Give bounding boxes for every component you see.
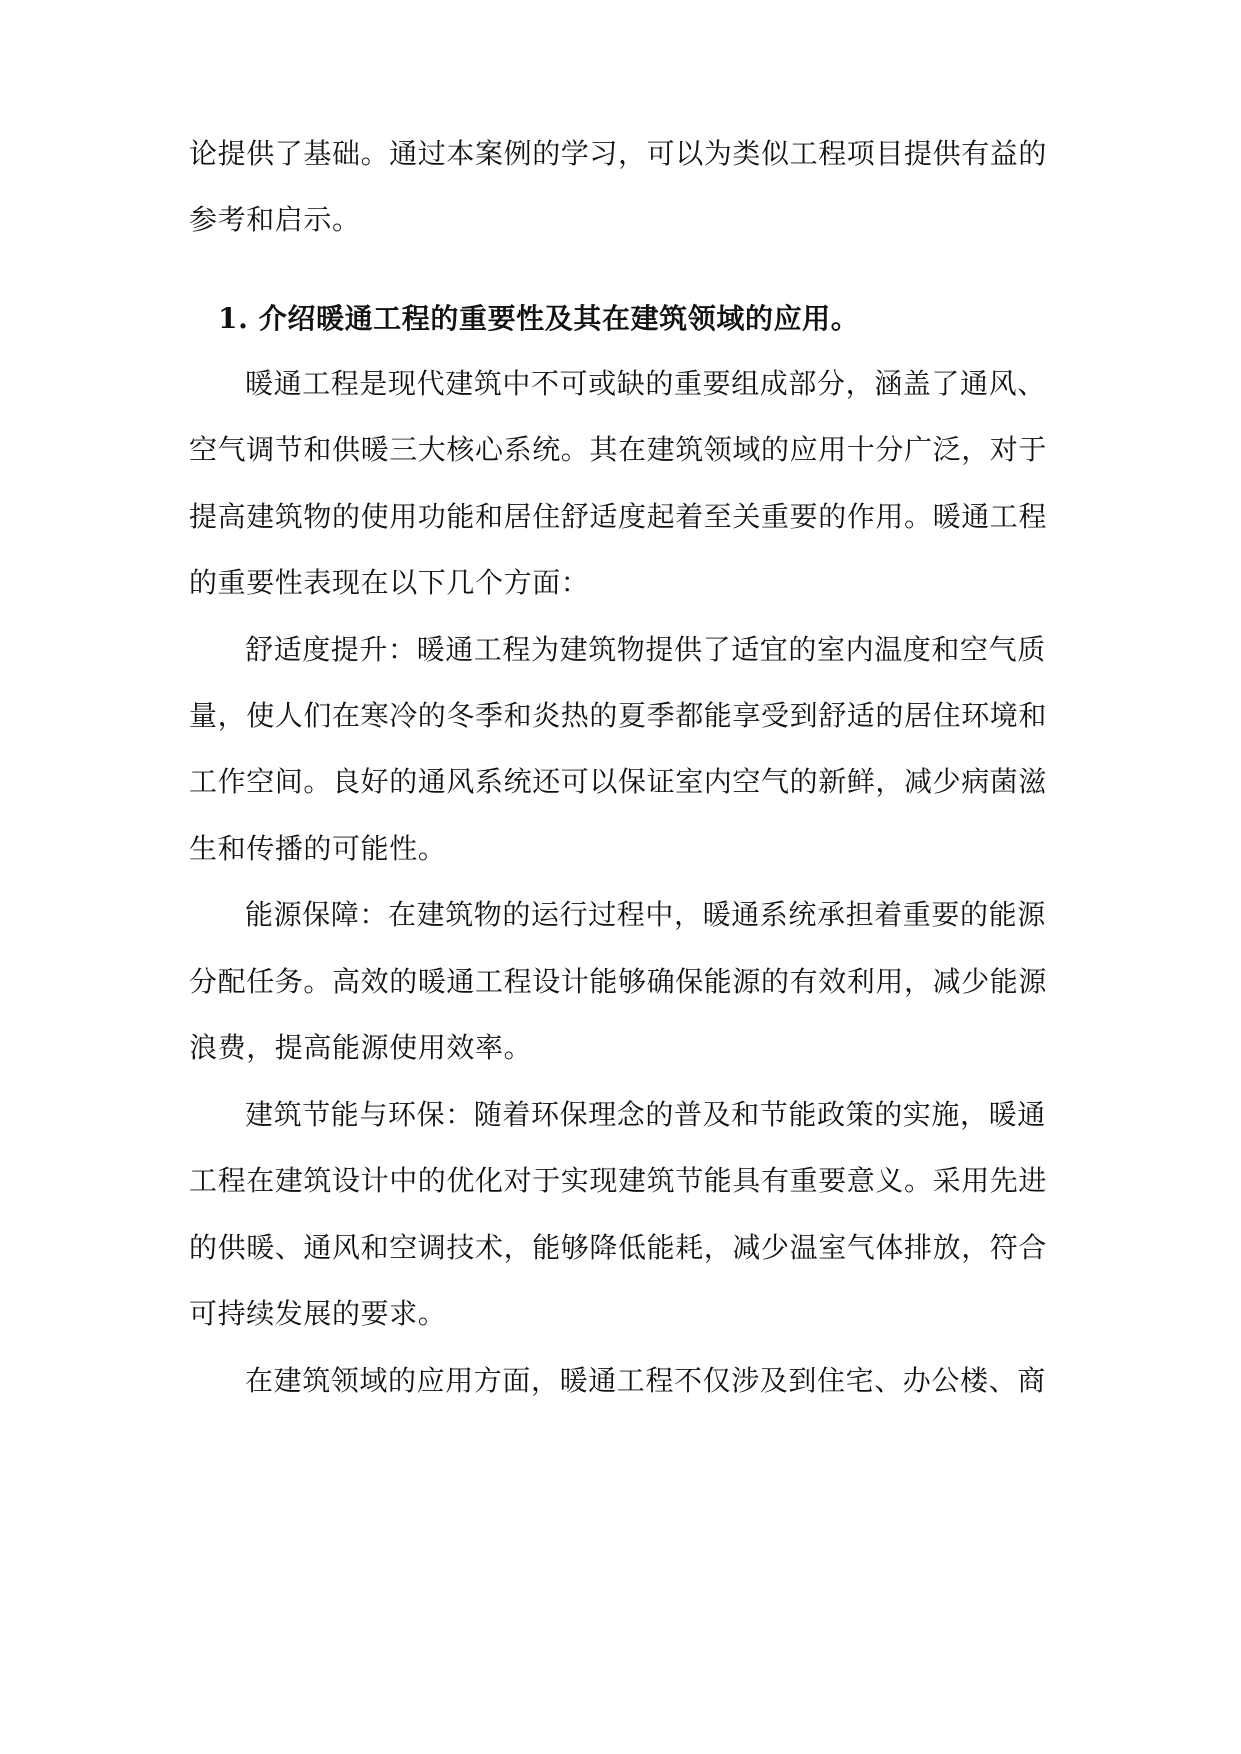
paragraph-1-line-1: 暖通工程是现代建筑中不可或缺的重要组成部分，涵盖了通风、 [245, 367, 1046, 400]
paragraph-1-line-4: 的重要性表现在以下几个方面： [189, 566, 590, 599]
paragraph-4-line-4: 可持续发展的要求。 [189, 1297, 447, 1330]
section-heading: 1. 介绍暖通工程的重要性及其在建筑领域的应用。 [218, 302, 860, 335]
paragraph-2-line-2: 量，使人们在寒冷的冬季和炎热的夏季都能享受到舒适的居住环境和 [189, 699, 1048, 732]
paragraph-4-line-1: 建筑节能与环保：随着环保理念的普及和节能政策的实施，暖通 [245, 1098, 1046, 1131]
intro-line-1: 论提供了基础。通过本案例的学习，可以为类似工程项目提供有益的 [189, 137, 1048, 170]
paragraph-1-line-2: 空气调节和供暖三大核心系统。其在建筑领域的应用十分广泛，对于 [189, 433, 1048, 466]
paragraph-2-line-4: 生和传播的可能性。 [189, 832, 447, 865]
paragraph-3-line-3: 浪费，提高能源使用效率。 [189, 1031, 533, 1064]
paragraph-5-line-1: 在建筑领域的应用方面，暖通工程不仅涉及到住宅、办公楼、商 [245, 1364, 1046, 1397]
paragraph-4-line-2: 工程在建筑设计中的优化对于实现建筑节能具有重要意义。采用先进 [189, 1164, 1048, 1197]
paragraph-3-line-1: 能源保障：在建筑物的运行过程中，暖通系统承担着重要的能源 [245, 898, 1046, 931]
intro-line-2: 参考和启示。 [189, 203, 361, 236]
paragraph-1-line-3: 提高建筑物的使用功能和居住舒适度起着至关重要的作用。暖通工程 [189, 500, 1048, 533]
paragraph-4-line-3: 的供暖、通风和空调技术，能够降低能耗，减少温室气体排放，符合 [189, 1231, 1048, 1264]
paragraph-2-line-1: 舒适度提升：暖通工程为建筑物提供了适宜的室内温度和空气质 [245, 633, 1046, 666]
paragraph-2-line-3: 工作空间。良好的通风系统还可以保证室内空气的新鲜，减少病菌滋 [189, 765, 1048, 798]
paragraph-3-line-2: 分配任务。高效的暖通工程设计能够确保能源的有效利用，减少能源 [189, 965, 1048, 998]
